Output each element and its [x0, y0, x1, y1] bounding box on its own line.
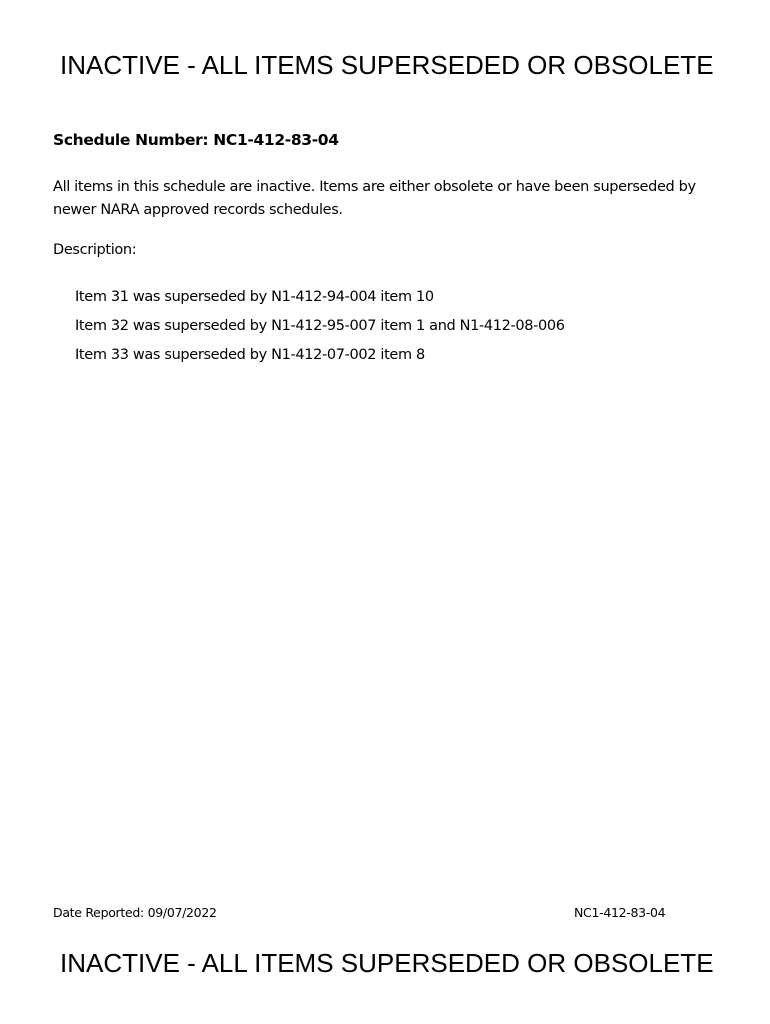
date-reported: Date Reported: 09/07/2022	[53, 905, 217, 920]
list-item: Item 31 was superseded by N1-412-94-004 item 10	[75, 289, 434, 305]
intro-paragraph: All items in this schedule are inactive. Items are either obsolete or have been superseded by newer NARA approved records schedules.	[53, 179, 696, 218]
description-label: Description:	[53, 242, 137, 258]
schedule-number-heading: Schedule Number: NC1-412-83-04	[53, 131, 339, 149]
list-item: Item 32 was superseded by N1-412-95-007 item 1 and N1-412-08-006	[75, 318, 565, 334]
list-item: Item 33 was superseded by N1-412-07-002 item 8	[75, 347, 425, 363]
inactive-banner-top: INACTIVE - ALL ITEMS SUPERSEDED OR OBSOLETE	[60, 50, 714, 80]
superseded-items-list	[75, 286, 565, 373]
inactive-banner-bottom: INACTIVE - ALL ITEMS SUPERSEDED OR OBSOLETE	[60, 948, 714, 978]
footer-schedule-id: NC1-412-83-04	[574, 905, 666, 920]
